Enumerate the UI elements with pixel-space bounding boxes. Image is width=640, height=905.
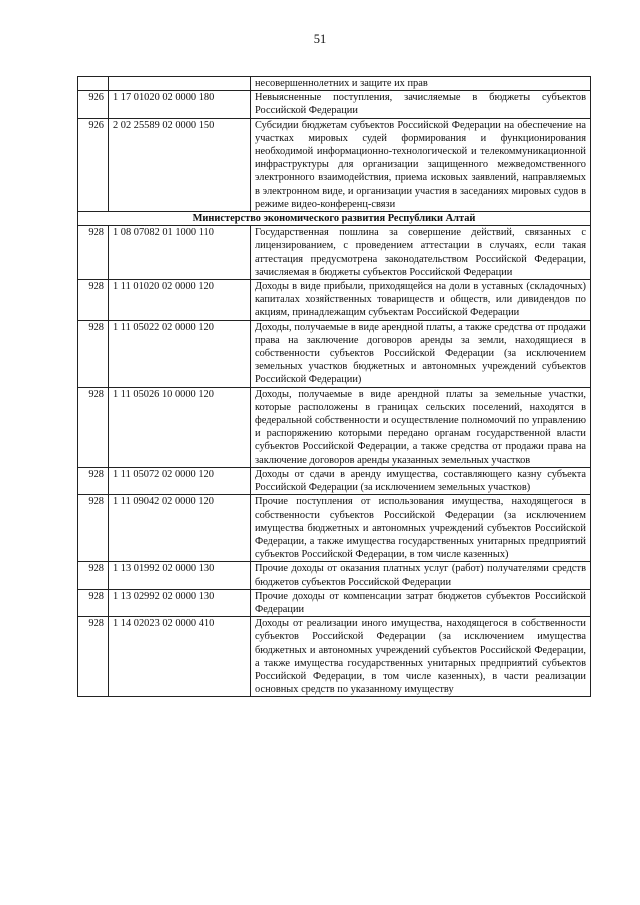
table-body: [78, 77, 591, 697]
revenue-name-cell: Прочие поступления от использования имущества, находящегося в собственности субъектов Российской Федерации (за исключением имущества бюджетных и автономных учреждений субъектов Российской Федерации, а также имущества государственных унитарных предприятий субъектов Российской Федерации, в том числе казенных): [251, 495, 591, 562]
budget-code-cell: 1 11 01020 02 0000 120: [109, 280, 251, 321]
revenue-name-cell: Доходы от сдачи в аренду имущества, составляющего казну субъекта Российской Федерации (за исключением земельных участков): [251, 467, 591, 494]
revenue-name-cell: Прочие доходы от компенсации затрат бюджетов субъектов Российской Федерации: [251, 589, 591, 616]
admin-code-cell: 928: [78, 387, 109, 467]
budget-code-cell: 1 08 07082 01 1000 110: [109, 226, 251, 280]
table-row: [78, 589, 591, 616]
table-row: [78, 467, 591, 494]
section-title: Министерство экономического развития Республики Алтай: [78, 212, 591, 226]
revenue-name-cell: Доходы, получаемые в виде арендной платы за земельные участки, которые расположены в границах сельских поселений, находятся в федеральной собственности и осуществление полномочий по управлению и распоряжению которыми передано органам государственной власти субъектов Российской Федерации, а также средства от продажи права на заключение договоров аренды указанных земельных участков: [251, 387, 591, 467]
revenue-name-cell: Доходы в виде прибыли, приходящейся на доли в уставных (складочных) капиталах хозяйственных товариществ и обществ, или дивидендов по акциям, принадлежащим субъектам Российской Федерации: [251, 280, 591, 321]
budget-code-cell: 1 11 05022 02 0000 120: [109, 320, 251, 387]
budget-code-cell: 1 17 01020 02 0000 180: [109, 91, 251, 118]
budget-code-cell: 2 02 25589 02 0000 150: [109, 118, 251, 211]
table-row: [78, 77, 591, 91]
revenue-name-cell: несовершеннолетних и защите их прав: [251, 77, 591, 91]
revenue-name-cell: Доходы от реализации иного имущества, находящегося в собственности субъектов Российской Федерации (за исключением имущества бюджетных и автономных учреждений субъектов Российской Федерации, а также имущества государственных унитарных предприятий субъектов Российской Федерации, в том числе казенных), в части реализации основных средств по указанному имуществу: [251, 617, 591, 697]
table-row: [78, 91, 591, 118]
page-number: 51: [313, 32, 327, 46]
admin-code-cell: [78, 77, 109, 91]
budget-code-cell: 1 11 05026 10 0000 120: [109, 387, 251, 467]
admin-code-cell: 928: [78, 280, 109, 321]
revenue-name-cell: Прочие доходы от оказания платных услуг (работ) получателями средств бюджетов субъектов Российской Федерации: [251, 562, 591, 589]
budget-code-cell: 1 11 05072 02 0000 120: [109, 467, 251, 494]
admin-code-cell: 928: [78, 226, 109, 280]
budget-code-cell: 1 11 09042 02 0000 120: [109, 495, 251, 562]
revenue-name-cell: Субсидии бюджетам субъектов Российской Федерации на обеспечение на участках мировых судей формирования и функционирования необходимой информационно-технологической и телекоммуникационной инфраструктуры для организации защищенного межведомственного электронного взаимодействия, приема исковых заявлений, направляемых в электронном виде, и организации участия в заседаниях мировых судов в режиме видео-конференц-связи: [251, 118, 591, 211]
table-row: [78, 118, 591, 211]
admin-code-cell: 928: [78, 562, 109, 589]
table-row: [78, 562, 591, 589]
revenue-name-cell: Невыясненные поступления, зачисляемые в бюджеты субъектов Российской Федерации: [251, 91, 591, 118]
table-row: [78, 387, 591, 467]
budget-code-cell: 1 13 01992 02 0000 130: [109, 562, 251, 589]
revenue-name-cell: Доходы, получаемые в виде арендной платы, а также средства от продажи права на заключение договоров аренды за земли, находящиеся в собственности субъектов Российской Федерации (за исключением земельных участков бюджетных и автономных учреждений субъектов Российской Федерации): [251, 320, 591, 387]
table-row: [78, 320, 591, 387]
admin-code-cell: 928: [78, 495, 109, 562]
admin-code-cell: 928: [78, 320, 109, 387]
admin-code-cell: 928: [78, 617, 109, 697]
table-row: [78, 280, 591, 321]
revenue-name-cell: Государственная пошлина за совершение действий, связанных с лицензированием, с проведением аттестации в случаях, если такая аттестация предусмотрена законодательством Российской Федерации, зачисляемая в бюджеты субъектов Российской Федерации: [251, 226, 591, 280]
table-row: [78, 495, 591, 562]
admin-code-cell: 928: [78, 589, 109, 616]
table-row: [78, 226, 591, 280]
admin-code-cell: 928: [78, 467, 109, 494]
table-row: [78, 617, 591, 697]
admin-code-cell: 926: [78, 91, 109, 118]
budget-code-cell: 1 14 02023 02 0000 410: [109, 617, 251, 697]
section-header-row: [78, 212, 591, 226]
revenue-codes-table: [77, 76, 591, 697]
admin-code-cell: 926: [78, 118, 109, 211]
budget-code-cell: [109, 77, 251, 91]
budget-code-cell: 1 13 02992 02 0000 130: [109, 589, 251, 616]
